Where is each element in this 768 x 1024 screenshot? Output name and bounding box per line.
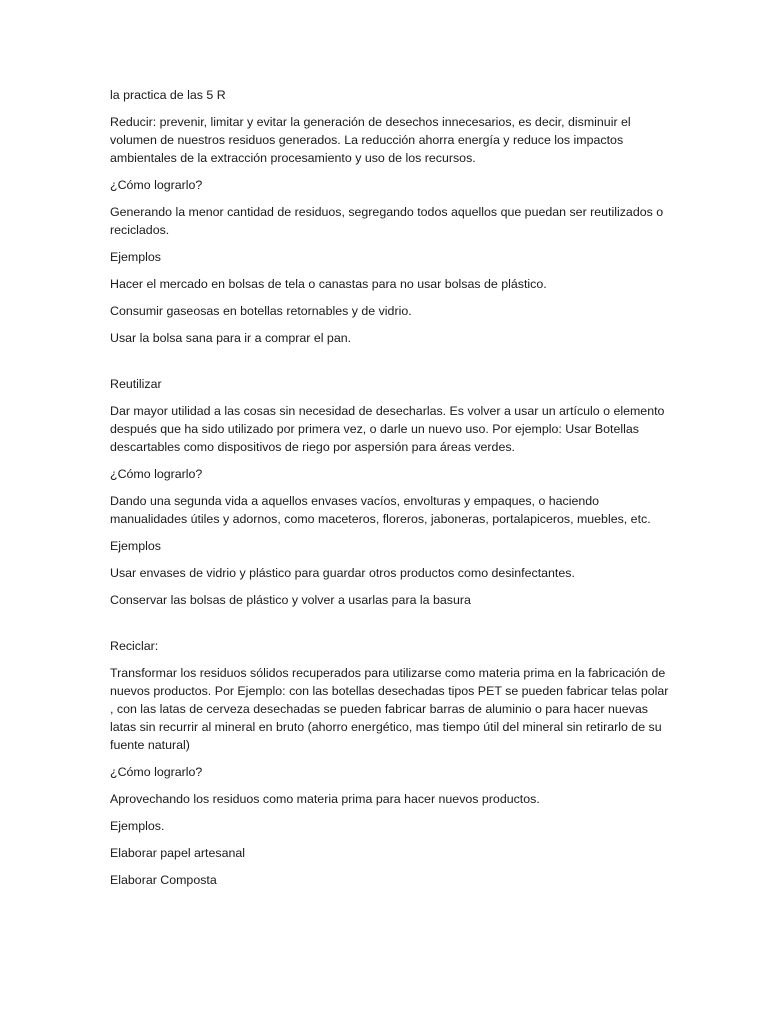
document-title: la practica de las 5 R	[110, 88, 226, 102]
reciclar-heading: Reciclar:	[110, 639, 159, 653]
reciclar-example: Elaborar papel artesanal	[110, 846, 246, 860]
reutilizar-how-text: Dando una segunda vida a aquellos envases vacíos, envolturas y empaques, o haciendo manualidades útiles y adornos, como maceteros, floreros, jaboneras, portalapiceros, muebles, etc.	[110, 494, 651, 526]
document-body	[110, 86, 670, 898]
reciclar-example: Elaborar Composta	[110, 873, 217, 887]
reciclar-how-text: Aprovechando los residuos como materia prima para hacer nuevos productos.	[110, 792, 540, 806]
reducir-example: Hacer el mercado en bolsas de tela o canastas para no usar bolsas de plástico.	[110, 277, 547, 291]
reducir-example: Consumir gaseosas en botellas retornables y de vidrio.	[110, 304, 412, 318]
reutilizar-how-heading: ¿Cómo lograrlo?	[110, 467, 203, 481]
reutilizar-example: Conservar las bolsas de plástico y volver a usarlas para la basura	[110, 593, 471, 607]
reciclar-definition: Transformar los residuos sólidos recuperados para utilizarse como materia prima en la fabricación de nuevos productos. Por Ejemplo: con las botellas desechadas tipos PET se pueden fabricar telas polar , con las latas de cerveza desechadas se pueden fabricar barras de aluminio o para hacer nuevas latas sin recurrir al mineral en bruto (ahorro energético, mas tiempo útil del mineral sin retirarlo de su fuente natural)	[110, 666, 669, 752]
reutilizar-examples-heading: Ejemplos	[110, 539, 161, 553]
reciclar-how-heading: ¿Cómo lograrlo?	[110, 765, 203, 779]
reducir-definition: Reducir: prevenir, limitar y evitar la generación de desechos innecesarios, es decir, disminuir el volumen de nuestros residuos generados. La reducción ahorra energía y reduce los impactos ambientales de la extracción procesamiento y uso de los recursos.	[110, 115, 631, 165]
reciclar-examples-heading: Ejemplos.	[110, 819, 165, 833]
reutilizar-definition: Dar mayor utilidad a las cosas sin necesidad de desecharlas. Es volver a usar un artículo o elemento después que ha sido utilizado por primera vez, o darle un nuevo uso. Por ejemplo: Usar Botellas descartables como dispositivos de riego por aspersión para áreas verdes.	[110, 404, 665, 454]
reutilizar-heading: Reutilizar	[110, 377, 162, 391]
reutilizar-example: Usar envases de vidrio y plástico para guardar otros productos como desinfectantes.	[110, 566, 575, 580]
reducir-example: Usar la bolsa sana para ir a comprar el pan.	[110, 331, 352, 345]
reducir-examples-heading: Ejemplos	[110, 250, 161, 264]
reducir-how-text: Generando la menor cantidad de residuos, segregando todos aquellos que puedan ser reutilizados o reciclados.	[110, 205, 664, 237]
reducir-how-heading: ¿Cómo lograrlo?	[110, 178, 203, 192]
